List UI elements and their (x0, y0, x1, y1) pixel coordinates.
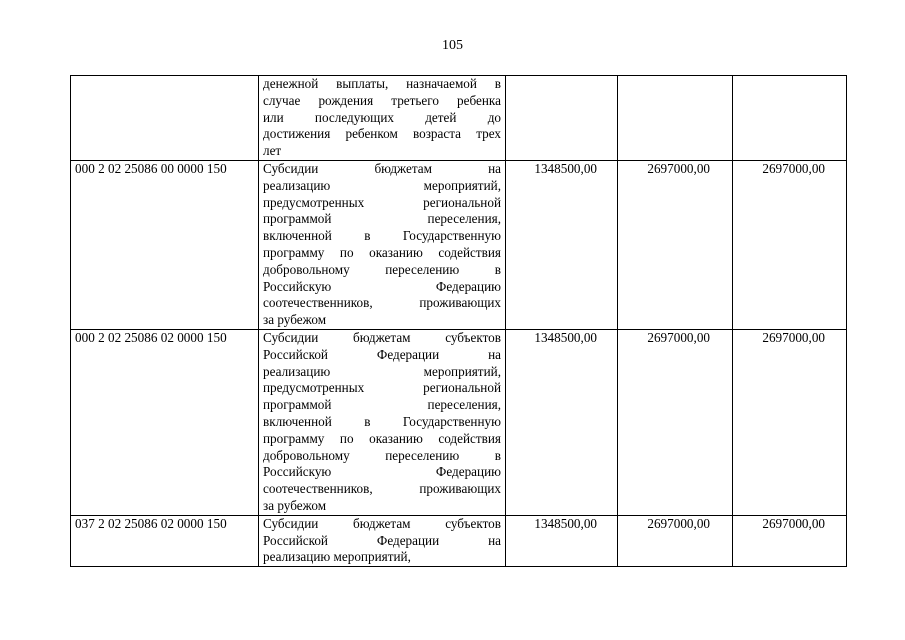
table-row (71, 329, 847, 515)
row-name-line: программой переселения, (263, 211, 501, 227)
row-name-line: реализацию мероприятий, (263, 549, 411, 565)
row-name-line: или последующих детей до (263, 109, 501, 125)
row-value-3-cell: 2697000,00 (733, 160, 847, 329)
row-value-1-cell: 1348500,00 (506, 515, 618, 566)
table-row (71, 76, 847, 161)
row-name-line: предусмотренных региональной (263, 194, 501, 210)
row-code-cell (71, 76, 259, 161)
row-name-line: добровольному переселению в (263, 447, 501, 463)
row-value-3-cell: 2697000,00 (733, 515, 847, 566)
row-name-line: Российской Федерации на (263, 532, 501, 548)
row-name-line: Субсидии бюджетам субъектов (263, 329, 501, 345)
row-name-line: Субсидии бюджетам субъектов (263, 515, 501, 531)
row-name-line: добровольному переселению в (263, 261, 501, 277)
row-code-cell: 000 2 02 25086 00 0000 150 (71, 160, 259, 329)
row-name-line: программу по оказанию содействия (263, 430, 501, 446)
row-value-1-cell: 1348500,00 (506, 329, 618, 515)
table-row (71, 515, 847, 566)
table-row (71, 160, 847, 329)
row-name-line: за рубежом (263, 497, 327, 513)
row-name-cell (259, 160, 506, 329)
row-name-line: включенной в Государственную (263, 228, 501, 244)
row-name-line: Субсидии бюджетам на (263, 160, 501, 176)
page-number: 105 (442, 38, 463, 53)
row-code-cell: 000 2 02 25086 02 0000 150 (71, 329, 259, 515)
row-name-line: реализацию мероприятий, (263, 177, 501, 193)
row-name-line: за рубежом (263, 312, 327, 328)
row-value-1-cell (506, 76, 618, 161)
row-value-3-cell: 2697000,00 (733, 329, 847, 515)
row-name-line: лет (263, 143, 282, 159)
row-value-2-cell: 2697000,00 (618, 515, 733, 566)
row-code-cell: 037 2 02 25086 02 0000 150 (71, 515, 259, 566)
row-name-cell (259, 515, 506, 566)
budget-table-body (71, 76, 847, 567)
row-name-line: соотечественников, проживающих (263, 295, 501, 311)
row-name-line: программу по оказанию содействия (263, 244, 501, 260)
row-value-2-cell (618, 76, 733, 161)
row-name-line: Российскую Федерацию (263, 464, 501, 480)
row-value-3-cell (733, 76, 847, 161)
row-value-2-cell: 2697000,00 (618, 160, 733, 329)
row-name-line: реализацию мероприятий, (263, 363, 501, 379)
row-name-line: случае рождения третьего ребенка (263, 92, 501, 108)
row-name-cell (259, 76, 506, 161)
row-name-line: предусмотренных региональной (263, 380, 501, 396)
row-name-line: соотечественников, проживающих (263, 481, 501, 497)
row-name-line: денежной выплаты, назначаемой в (263, 76, 501, 91)
row-value-2-cell: 2697000,00 (618, 329, 733, 515)
row-value-1-cell: 1348500,00 (506, 160, 618, 329)
row-name-cell (259, 329, 506, 515)
row-name-line: достижения ребенком возраста трех (263, 126, 501, 142)
budget-table (70, 75, 847, 567)
row-name-line: включенной в Государственную (263, 413, 501, 429)
row-name-line: программой переселения, (263, 397, 501, 413)
row-name-line: Российскую Федерацию (263, 278, 501, 294)
row-name-line: Российской Федерации на (263, 346, 501, 362)
